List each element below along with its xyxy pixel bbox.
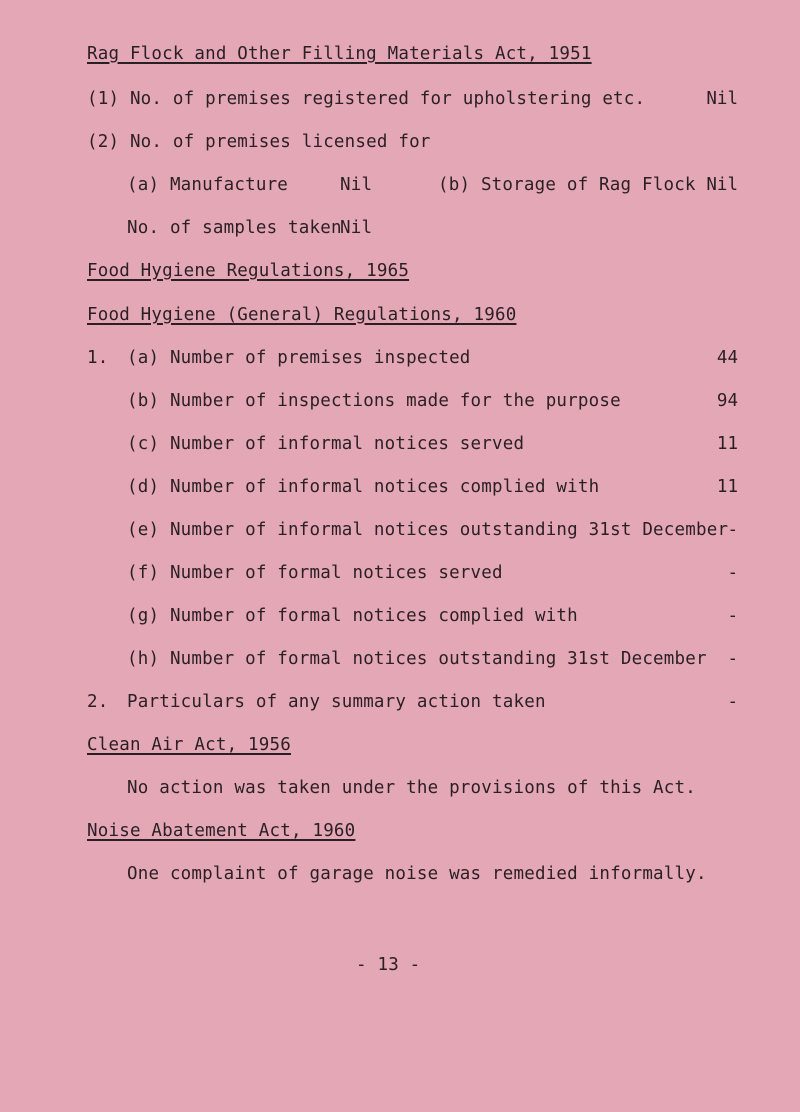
heading-food-hygiene-1965: Food Hygiene Regulations, 1965	[87, 261, 410, 281]
rag-flock-item-1-value: Nil	[706, 89, 738, 109]
heading-noise-abatement-act: Noise Abatement Act, 1960	[87, 821, 356, 841]
rag-flock-item-2b: (b) Storage of Rag Flock	[438, 175, 696, 195]
rag-flock-samples: No. of samples taken	[127, 218, 342, 238]
rag-flock-item-2a-value: Nil	[340, 175, 373, 195]
list-item: (g) Number of formal notices complied with	[127, 606, 578, 626]
rag-flock-item-2a: (a) Manufacture	[127, 175, 289, 195]
heading-food-hygiene-general: Food Hygiene (General) Regulations, 1960	[87, 305, 517, 325]
food-hygiene-item-2-value: -	[727, 692, 738, 712]
rag-flock-samples-value: Nil	[340, 218, 373, 238]
heading-clean-air-act: Clean Air Act, 1956	[87, 735, 291, 755]
food-hygiene-item-1-number: 1.	[87, 348, 109, 368]
list-item-value: -	[727, 606, 738, 626]
rag-flock-item-2: (2) No. of premises licensed for	[87, 132, 431, 152]
list-item: (c) Number of informal notices served	[127, 434, 525, 454]
heading-rag-flock-act: Rag Flock and Other Filling Materials Act, 1951	[87, 44, 592, 64]
list-item: (d) Number of informal notices complied with	[127, 477, 600, 497]
list-item-value: 11	[716, 477, 738, 497]
food-hygiene-item-2-number: 2.	[87, 692, 109, 712]
list-item-value: -	[727, 649, 738, 669]
list-item: (b) Number of inspections made for the purpose	[127, 391, 621, 411]
list-item-value: 94	[716, 391, 738, 411]
page-number: - 13 -	[356, 955, 421, 975]
list-item: (a) Number of premises inspected	[127, 348, 471, 368]
list-item-value: -	[727, 520, 738, 540]
rag-flock-item-1: (1) No. of premises registered for upholstering etc.	[87, 89, 646, 109]
clean-air-text: No action was taken under the provisions of this Act.	[127, 778, 697, 798]
list-item: (h) Number of formal notices outstanding 31st December	[127, 649, 707, 669]
list-item: (e) Number of informal notices outstanding 31st December	[127, 520, 729, 540]
list-item-value: -	[727, 563, 738, 583]
list-item-value: 44	[716, 348, 738, 368]
food-hygiene-item-2-label: Particulars of any summary action taken	[127, 692, 546, 712]
list-item: (f) Number of formal notices served	[127, 563, 503, 583]
noise-text: One complaint of garage noise was remedied informally.	[127, 864, 707, 884]
rag-flock-item-2b-value: Nil	[706, 175, 738, 195]
list-item-value: 11	[716, 434, 738, 454]
